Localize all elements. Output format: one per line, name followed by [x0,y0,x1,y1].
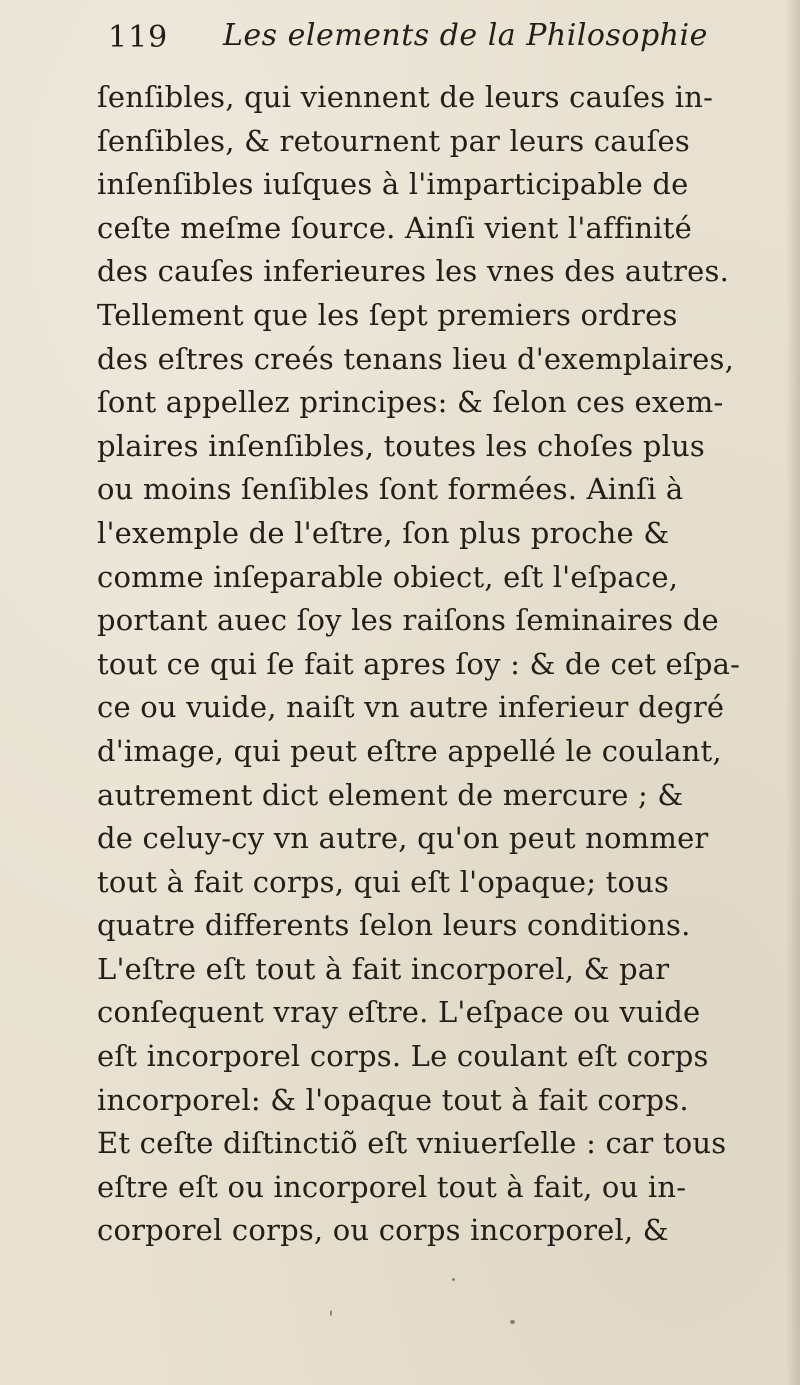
text-line: d'image, qui peut eſtre appellé le coulant, [97,733,722,768]
text-line: ou moins ſenſibles ſont formées. Ainſi à [97,472,684,507]
text-line: ſenſibles, qui viennent de leurs cauſes in- [97,80,714,114]
text-line: plaires inſenſibles, toutes les choſes plus [97,428,705,463]
page-header [108,18,788,62]
text-line: comme inſeparable obiect, eſt l'eſpace, [97,559,679,594]
text-line: quatre differents ſelon leurs conditions. [97,908,691,943]
text-line: eſt incorporel corps. Le coulant eſt corps [97,1039,709,1074]
text-line: inſenſibles iuſques à l'imparticipable de [97,167,689,202]
text-line: Et ceſte diſtinctiõ eſt vniuerſelle : car tous [97,1126,727,1161]
body-text [97,76,787,1253]
text-line: corporel corps, ou corps incorporel, & [97,1213,669,1248]
running-title: Les elements de la Philosophie [223,18,708,53]
text-line: tout ce qui ſe fait apres ſoy : & de cet eſpa- [97,646,741,681]
text-line: incorporel: & l'opaque tout à fait corps. [97,1082,689,1117]
text-line: eſtre eſt ou incorporel tout à fait, ou in- [97,1169,687,1204]
text-line: portant auec ſoy les raiſons ſeminaires de [97,603,719,638]
text-line: ſont appellez principes: & ſelon ces exem- [97,385,724,420]
text-line: de celuy-cy vn autre, qu'on peut nommer [97,821,709,856]
text-line: ſenſibles, & retournent par leurs cauſes [97,123,690,158]
text-line: des eſtres creés tenans lieu d'exemplaires, [97,341,735,376]
text-line: autrement dict element de mercure ; & [97,777,684,812]
text-line: des cauſes inferieures les vnes des autres. [97,254,730,289]
text-line: ce ou vuide, naiſt vn autre inferieur degré [97,690,725,725]
text-line: Tellement que les ſept premiers ordres [97,297,678,332]
text-line: L'eſtre eſt tout à fait incorporel, & par [97,951,670,986]
text-line: tout à fait corps, qui eſt l'opaque; tous [97,864,670,899]
page-number: 119 [108,20,169,55]
page-edge-shadow [786,0,800,1385]
text-line: l'exemple de l'eſtre, ſon plus proche & [97,515,670,550]
text-line: ceſte meſme ſource. Ainſi vient l'affinité [97,210,692,245]
text-line: conſequent vray eſtre. L'eſpace ou vuide [97,995,701,1030]
